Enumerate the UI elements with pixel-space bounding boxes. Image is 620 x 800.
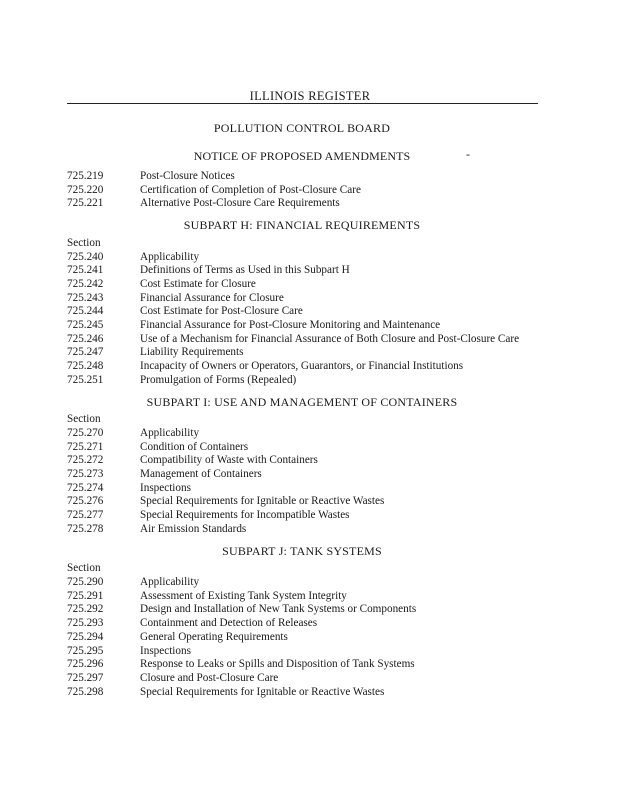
section-title: Containment and Detection of Releases xyxy=(140,617,318,630)
toc-row xyxy=(67,346,547,360)
section-number: 725.277 xyxy=(67,509,104,522)
subpart-heading: SUBPART J: TANK SYSTEMS xyxy=(222,543,382,558)
subpart-i xyxy=(67,396,547,537)
section-title: Post-Closure Notices xyxy=(140,170,235,182)
subpart-j xyxy=(67,545,547,700)
header-rule xyxy=(67,103,538,104)
section-number: 725.273 xyxy=(67,468,104,481)
section-title: Use of a Mechanism for Financial Assurance of Both Closure and Post-Closure Care xyxy=(140,332,520,345)
toc-row xyxy=(67,374,547,388)
toc-row xyxy=(67,645,547,659)
subpart-heading: SUBPART I: USE AND MANAGEMENT OF CONTAINERS xyxy=(146,394,458,409)
toc-row xyxy=(67,468,547,482)
board-name: POLLUTION CONTROL BOARD xyxy=(213,121,391,135)
toc-row xyxy=(67,590,547,604)
section-number: 725.272 xyxy=(67,454,104,467)
toc-row xyxy=(67,495,547,509)
section-title: Promulgation of Forms (Repealed) xyxy=(140,373,297,386)
table-of-contents xyxy=(67,170,547,699)
section-title: Applicability xyxy=(140,426,200,439)
toc-row xyxy=(67,319,547,333)
section-title: Inspections xyxy=(140,481,191,494)
toc-row xyxy=(67,658,547,672)
toc-row xyxy=(67,333,547,347)
toc-row xyxy=(67,686,547,700)
toc-row xyxy=(67,360,547,374)
section-number: 725.221 xyxy=(67,197,104,210)
section-title: Certification of Completion of Post-Closure Care xyxy=(140,183,361,196)
section-number: 725.247 xyxy=(67,346,104,359)
section-number: 725.271 xyxy=(67,440,104,453)
section-title: Air Emission Standards xyxy=(140,522,247,535)
section-number: 725.246 xyxy=(67,332,104,345)
toc-row xyxy=(67,672,547,686)
toc-row xyxy=(67,427,547,441)
section-number: 725.291 xyxy=(67,589,104,602)
section-title: Compatibility of Waste with Containers xyxy=(140,454,318,467)
section-number: 725.244 xyxy=(67,305,104,318)
section-title: Applicability xyxy=(140,575,200,588)
section-number: 725.248 xyxy=(67,360,104,373)
section-number: 725.292 xyxy=(67,603,104,616)
section-number: 725.240 xyxy=(67,250,104,263)
toc-row xyxy=(67,454,547,468)
section-title: Financial Assurance for Closure xyxy=(140,291,284,304)
section-title: Response to Leaks or Spills and Disposition of Tank Systems xyxy=(140,658,415,671)
toc-row xyxy=(67,617,547,631)
section-number: 725.243 xyxy=(67,291,104,304)
notice-mark: - xyxy=(466,147,470,161)
initial-rows xyxy=(67,170,547,211)
section-title: Special Requirements for Ignitable or Reactive Wastes xyxy=(140,685,385,698)
toc-row xyxy=(67,197,547,211)
section-title: Design and Installation of New Tank Systems or Components xyxy=(140,603,417,616)
section-title: Alternative Post-Closure Care Requirements xyxy=(140,197,340,210)
subpart-heading: SUBPART H: FINANCIAL REQUIREMENTS xyxy=(183,218,421,233)
section-number: 725.278 xyxy=(67,522,104,535)
section-title: General Operating Requirements xyxy=(140,630,288,643)
section-label: Section xyxy=(67,236,101,249)
section-title: Inspections xyxy=(140,644,191,657)
toc-row xyxy=(67,184,547,198)
toc-row xyxy=(67,264,547,278)
section-number: 725.251 xyxy=(67,373,104,386)
section-label: Section xyxy=(67,413,101,426)
section-title: Liability Requirements xyxy=(140,346,244,359)
section-number: 725.293 xyxy=(67,617,104,630)
toc-row xyxy=(67,603,547,617)
toc-row xyxy=(67,509,547,523)
section-title: Management of Containers xyxy=(140,468,262,481)
section-number: 725.295 xyxy=(67,644,104,657)
section-title: Special Requirements for Incompatible Wastes xyxy=(140,509,350,522)
section-number: 725.219 xyxy=(67,170,104,182)
section-number: 725.290 xyxy=(67,575,104,588)
section-title: Definitions of Terms as Used in this Subpart H xyxy=(140,264,350,277)
register-header: ILLINOIS REGISTER xyxy=(249,89,371,103)
section-title: Cost Estimate for Post-Closure Care xyxy=(140,305,303,318)
section-number: 725.270 xyxy=(67,426,104,439)
section-title: Special Requirements for Ignitable or Reactive Wastes xyxy=(140,495,385,508)
toc-row xyxy=(67,441,547,455)
section-number: 725.245 xyxy=(67,319,104,332)
section-number: 725.276 xyxy=(67,495,104,508)
section-number: 725.294 xyxy=(67,630,104,643)
section-title: Financial Assurance for Post-Closure Monitoring and Maintenance xyxy=(140,319,441,332)
section-title: Condition of Containers xyxy=(140,440,249,453)
section-title: Assessment of Existing Tank System Integrity xyxy=(140,589,347,602)
section-title: Applicability xyxy=(140,250,200,263)
toc-row xyxy=(67,631,547,645)
notice-title: NOTICE OF PROPOSED AMENDMENTS xyxy=(193,149,411,163)
section-number: 725.242 xyxy=(67,277,104,290)
toc-row xyxy=(67,278,547,292)
section-title: Closure and Post-Closure Care xyxy=(140,671,279,684)
toc-row xyxy=(67,251,547,265)
section-number: 725.241 xyxy=(67,264,104,277)
toc-row xyxy=(67,523,547,537)
toc-row xyxy=(67,292,547,306)
section-title: Incapacity of Owners or Operators, Guarantors, or Financial Institutions xyxy=(140,360,464,373)
section-label: Section xyxy=(67,562,101,575)
section-number: 725.297 xyxy=(67,671,104,684)
section-number: 725.296 xyxy=(67,658,104,671)
toc-row xyxy=(67,482,547,496)
toc-row xyxy=(67,576,547,590)
section-number: 725.298 xyxy=(67,685,104,698)
section-number: 725.274 xyxy=(67,481,104,494)
section-title: Cost Estimate for Closure xyxy=(140,277,256,290)
toc-row xyxy=(67,170,547,184)
toc-row xyxy=(67,305,547,319)
subpart-h xyxy=(67,219,547,387)
section-number: 725.220 xyxy=(67,183,104,196)
